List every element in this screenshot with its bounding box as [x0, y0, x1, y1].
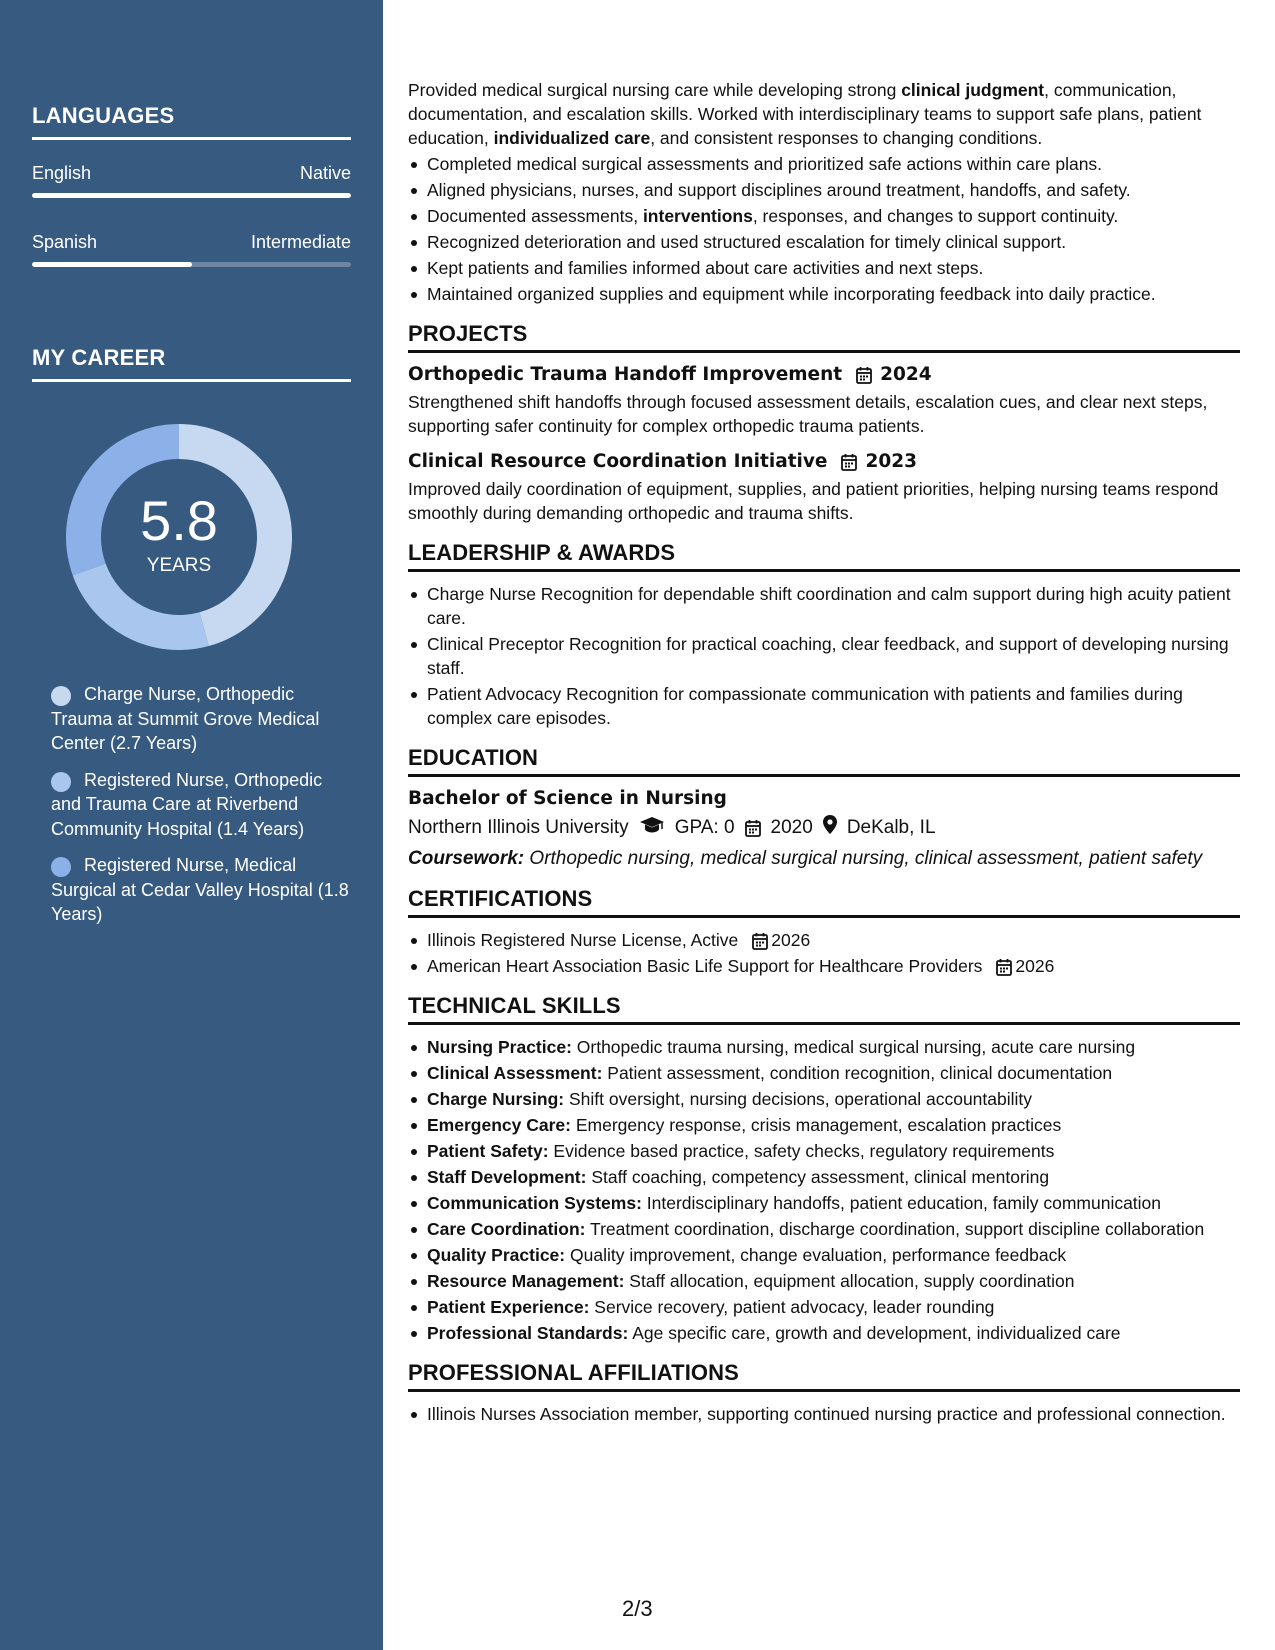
language-bar-english [32, 193, 351, 198]
career-total-years: 5.8 [140, 489, 218, 552]
list-item [408, 1321, 1240, 1345]
bullet-bold: interventions [642, 206, 753, 226]
language-level: Intermediate [250, 232, 351, 252]
summary-text: Provided medical surgical nursing care while developing strong [408, 80, 902, 100]
project-title-row [408, 450, 1240, 474]
list-item [408, 1113, 1240, 1137]
affiliations-heading: PROFESSIONAL AFFILIATIONS [408, 1361, 1240, 1392]
list-item [408, 1139, 1240, 1163]
skill-value: Staff coaching, competency assessment, clinical mentoring [586, 1167, 1050, 1187]
calendar-icon [745, 819, 761, 837]
skill-value: Emergency response, crisis management, escalation practices [570, 1115, 1062, 1135]
languages-heading: LANGUAGES [32, 103, 351, 140]
list-item: Aligned physicians, nurses, and support disciplines around treatment, handoffs, and safety. [408, 178, 1240, 202]
summary-bold: clinical judgment [901, 80, 1045, 100]
list-item [408, 1295, 1240, 1319]
language-name: English [32, 163, 92, 183]
list-item [408, 1035, 1240, 1059]
gpa: GPA: 0 [674, 817, 735, 838]
certifications-heading: CERTIFICATIONS [408, 887, 1240, 918]
certification-name: Illinois Registered Nurse License, Active [427, 930, 739, 950]
experience-bullets [408, 152, 1240, 306]
summary-text: , communication, documentation, and escalation skills. Worked with interdisciplinary teams to support safe plans, patient education, [408, 80, 1202, 148]
school-location: DeKalb, IL [846, 817, 936, 838]
graduation-year: 2020 [770, 817, 813, 838]
career-heading: MY CAREER [32, 345, 351, 382]
list-item [408, 1243, 1240, 1267]
list-item [408, 204, 1240, 228]
skill-label: Charge Nursing: [427, 1089, 565, 1109]
certification-year: 2026 [1015, 956, 1055, 976]
skill-value: Quality improvement, change evaluation, performance feedback [565, 1245, 1067, 1265]
skill-label: Clinical Assessment: [427, 1063, 603, 1083]
skill-label: Professional Standards: [427, 1323, 629, 1343]
career-dot-icon [51, 857, 71, 877]
degree-title: Bachelor of Science in Nursing [408, 788, 727, 809]
experience-summary [408, 78, 1240, 150]
skill-label: Communication Systems: [427, 1193, 642, 1213]
list-item [408, 1087, 1240, 1111]
skill-value: Service recovery, patient advocacy, leader rounding [589, 1297, 995, 1317]
career-item [51, 853, 351, 927]
list-item [408, 954, 1240, 978]
language-level: Native [299, 163, 351, 183]
skill-label: Nursing Practice: [427, 1037, 572, 1057]
list-item: Patient Advocacy Recognition for compassionate communication with patients and families during complex care episodes. [408, 682, 1240, 730]
skill-value: Orthopedic trauma nursing, medical surgical nursing, acute care nursing [571, 1037, 1136, 1057]
calendar-icon [996, 958, 1011, 975]
skill-label: Staff Development: [427, 1167, 587, 1187]
career-item [51, 682, 351, 756]
list-item: Charge Nurse Recognition for dependable shift coordination and calm support during high acuity patient care. [408, 582, 1240, 630]
career-dot-icon [51, 772, 71, 792]
career-list [51, 682, 351, 939]
bullet-text: Documented assessments, [427, 206, 643, 226]
main-content [408, 78, 1240, 1428]
language-name: Spanish [32, 232, 98, 252]
skill-value: Treatment coordination, discharge coordination, support discipline collaboration [585, 1219, 1205, 1239]
list-item: Illinois Nurses Association member, supporting continued nursing practice and professional connection. [408, 1402, 1240, 1426]
career-item-text: Registered Nurse, Orthopedic and Trauma Care at Riverbend Community Hospital (1.4 Years) [51, 769, 323, 839]
list-item: Clinical Preceptor Recognition for practical coaching, clear feedback, and support of developing nursing staff. [408, 632, 1240, 680]
skill-value: Patient assessment, condition recognition, clinical documentation [602, 1063, 1113, 1083]
career-dot-icon [51, 686, 71, 706]
coursework-text: Orthopedic nursing, medical surgical nursing, clinical assessment, patient safety [524, 848, 1203, 869]
project-title-row [408, 363, 1240, 387]
project-description: Strengthened shift handoffs through focused assessment details, escalation cues, and clear next steps, supporting safer continuity for complex orthopedic trauma patients. [408, 392, 1208, 436]
education-heading: EDUCATION [408, 746, 1240, 777]
career-donut-center [66, 424, 292, 650]
list-item [408, 928, 1240, 952]
language-bar-fill [32, 262, 192, 267]
list-item [408, 1217, 1240, 1241]
summary-bold: individualized care [493, 128, 651, 148]
list-item [408, 1061, 1240, 1085]
calendar-icon [856, 366, 872, 384]
career-item [51, 768, 351, 842]
skill-label: Care Coordination: [427, 1219, 586, 1239]
education-meta [408, 815, 1240, 841]
list-item: Maintained organized supplies and equipment while incorporating feedback into daily practice. [408, 282, 1240, 306]
summary-text: , and consistent responses to changing conditions. [650, 128, 1043, 148]
career-item-text: Registered Nurse, Medical Surgical at Cedar Valley Hospital (1.8 Years) [51, 855, 349, 924]
project-year: 2024 [880, 364, 932, 385]
skills-list [408, 1035, 1240, 1345]
language-row-english [32, 163, 351, 184]
language-bar-spanish [32, 262, 351, 267]
sidebar [0, 0, 383, 1650]
skills-heading: TECHNICAL SKILLS [408, 994, 1240, 1025]
career-donut-chart [66, 424, 292, 650]
skill-value: Age specific care, growth and development, individualized care [628, 1323, 1121, 1343]
calendar-icon [841, 453, 857, 471]
list-item [408, 1269, 1240, 1293]
affiliations-list [408, 1402, 1240, 1426]
career-item-text: Charge Nurse, Orthopedic Trauma at Summit Grove Medical Center (2.7 Years) [51, 684, 320, 753]
project-title: Orthopedic Trauma Handoff Improvement [408, 364, 843, 385]
skill-value: Evidence based practice, safety checks, regulatory requirements [548, 1141, 1055, 1161]
language-row-spanish [32, 232, 351, 253]
skill-label: Patient Experience: [427, 1297, 590, 1317]
skill-label: Emergency Care: [427, 1115, 571, 1135]
skill-value: Shift oversight, nursing decisions, operational accountability [564, 1089, 1033, 1109]
certifications-list [408, 928, 1240, 978]
career-total-unit: YEARS [146, 555, 212, 576]
language-bar-fill [32, 193, 351, 198]
list-item: Recognized deterioration and used structured escalation for timely clinical support. [408, 230, 1240, 254]
list-item: Kept patients and families informed about care activities and next steps. [408, 256, 1240, 280]
page-number: 2/3 [622, 1596, 653, 1621]
list-item [408, 1165, 1240, 1189]
project-title: Clinical Resource Coordination Initiative [408, 451, 828, 472]
project-year: 2023 [865, 451, 917, 472]
skill-label: Patient Safety: [427, 1141, 549, 1161]
coursework [408, 847, 1240, 871]
certification-name: American Heart Association Basic Life Support for Healthcare Providers [427, 956, 983, 976]
skill-label: Resource Management: [427, 1271, 625, 1291]
school-name: Northern Illinois University [408, 817, 629, 838]
projects-heading: PROJECTS [408, 322, 1240, 353]
skill-label: Quality Practice: [427, 1245, 566, 1265]
coursework-label: Coursework: [408, 848, 525, 869]
leadership-heading: LEADERSHIP & AWARDS [408, 541, 1240, 572]
certification-year: 2026 [771, 930, 811, 950]
location-pin-icon [823, 815, 837, 841]
leadership-list [408, 582, 1240, 730]
list-item: Completed medical surgical assessments and prioritized safe actions within care plans. [408, 152, 1240, 176]
skill-value: Staff allocation, equipment allocation, supply coordination [624, 1271, 1075, 1291]
skill-value: Interdisciplinary handoffs, patient education, family communication [641, 1193, 1162, 1213]
calendar-icon [752, 932, 767, 949]
bullet-text: , responses, and changes to support continuity. [752, 206, 1119, 226]
project-description: Improved daily coordination of equipment, supplies, and patient priorities, helping nursing teams respond smoothly during demanding orthopedic and trauma shifts. [408, 479, 1219, 523]
graduation-cap-icon [639, 816, 665, 841]
list-item [408, 1191, 1240, 1215]
